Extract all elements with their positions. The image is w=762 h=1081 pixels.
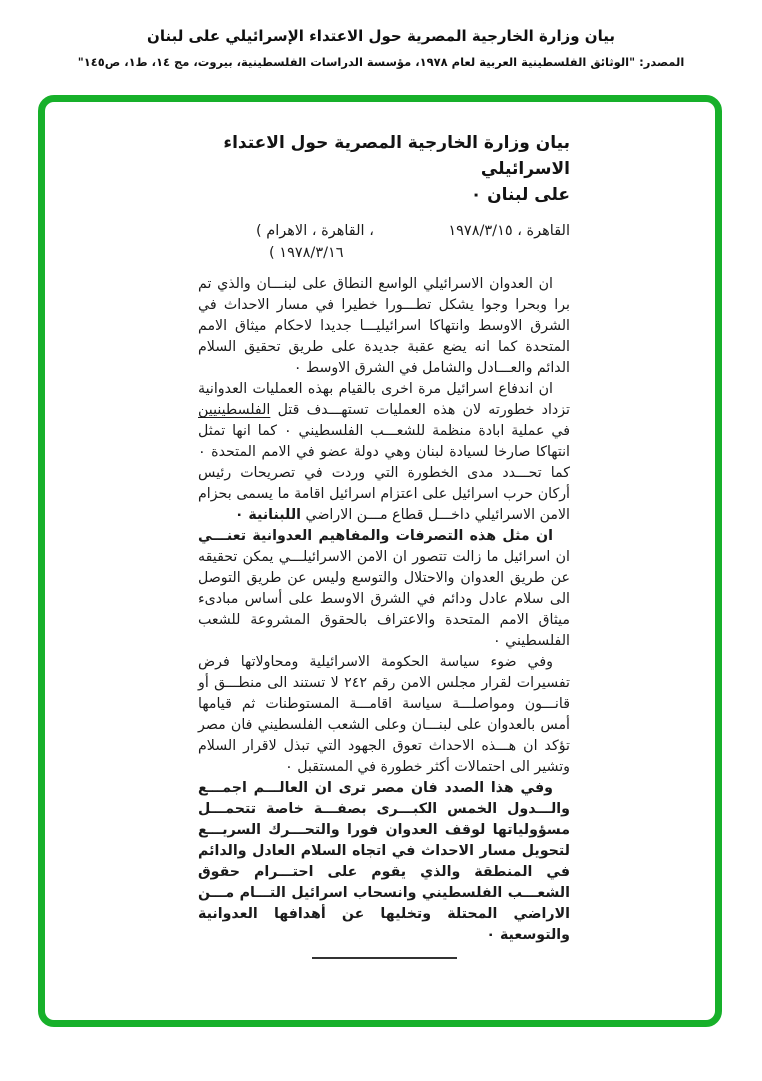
citation-line-2: ( ١٩٧٨/٣/١٦ (269, 245, 344, 261)
document-paragraph: وفي هذا الصدد فان مصر ترى ان العالـــم اجمـــع والـــدول الخمس الكبـــرى بصفـــة خاصة تتحمـــل مسؤولياتها لوقف العدوان فورا والتحـــرك السريـــع لتحويل مسار الاحداث في اتجاه السلام العادل والدائم في المنطقة والذي يقوم على احتـــرام حقوق الشعـــب الفلسطيني وانسحاب اسرائيل التـــام مـــن الاراضي المحتلة وتخليها عن أهدافها العدوانية والتوسعية ٠ (198, 780, 570, 943)
page-header (0, 0, 762, 69)
end-divider (312, 957, 457, 959)
document-paragraph: ان مثل هذه التصرفات والمفاهيم العدوانية تعنـــي ان اسرائيل ما زالت تتصور ان الامن الاسرائيلـــي يمكن تحقيقه عن طريق العدوان والاحتلال والتوسع وليس عن طريق التوصل الى سلام عادل ودائم في الشرق الاوسط على أساس مبادىء ميثاق الامم المتحدة والاعتراف بالحقوق المشروعة للشعب الفلسطيني ٠ (198, 528, 570, 649)
document-paragraph: ان اندفاع اسرائيل مرة اخرى بالقيام بهذه العمليات العدوانية تزداد خطورته لان هذه العمليات تستهـــدف قتل الفلسطينيين في عملية ابادة منظمة للشعـــب الفلسطيني ٠ كما انها تمثل انتهاكا صارخا لسيادة لبنان وهي دولة عضو في الامم المتحدة ٠ كما تحـــدد مدى الخطورة التي وردت في تصريحات رئيس أركان حرب اسرائيل على اعتزام اسرائيل اقامة ما يسمى بحزام الامن الاسرائيلي داخـــل قطاع مـــن الاراضي اللبنانية ٠ (198, 381, 570, 523)
document-title-line-2: على لبنان ٠ (470, 185, 570, 205)
document-title-line-1: بيان وزارة الخارجية المصرية حول الاعتداء الاسرائيلي (223, 133, 570, 179)
source-citation: المصدر: "الوثائق الفلسطينية العربية لعام ١٩٧٨، مؤسسة الدراسات الفلسطينية، بيروت، مج ١٤، ط١، ص١٤٥" (77, 55, 685, 69)
page-title: بيان وزارة الخارجية المصرية حول الاعتداء الإسرائيلي على لبنان (147, 27, 615, 45)
newspaper-citation (256, 220, 374, 264)
citation-line-1: ( ⁧الاهرام⁩ ، ⁧القاهرة⁩ ، (256, 223, 374, 239)
document-title (198, 130, 570, 208)
place-and-date: القاهرة ، ١٩٧٨/٣/١٥ (448, 223, 570, 239)
document-body (198, 274, 570, 946)
document-paragraph: وفي ضوء سياسة الحكومة الاسرائيلية ومحاولاتها فرض تفسيرات لقرار مجلس الامن رقم ٢٤٢ لا تستند الى منطـــق أو قانـــون ومواصلـــة سياسة اقامـــة المستوطنات ثم قيامها أمس بالعدوان على لبنـــان وعلى الشعب الفلسطيني فان مصر تؤكد ان هـــذه الاحداث تعوق الجهود التي تبذل لاقرار السلام وتشير الى احتمالات أكثر خطورة في المستقبل ٠ (198, 654, 570, 775)
scanned-document (198, 130, 570, 959)
dateline (198, 220, 570, 264)
document-paragraph: ان العدوان الاسرائيلي الواسع النطاق على لبنـــان والذي تم برا وبحرا وجوا يشكل تطـــورا خطيرا في مسار الاحداث في الشرق الاوسط وانتهاكا اسرائيليـــا جديدا لاحكام ميثاق الامم المتحدة كما انه يضع عقبة جديدة على طريق تحقيق السلام الدائم والعـــادل والشامل في الشرق الاوسط ٠ (198, 276, 570, 376)
